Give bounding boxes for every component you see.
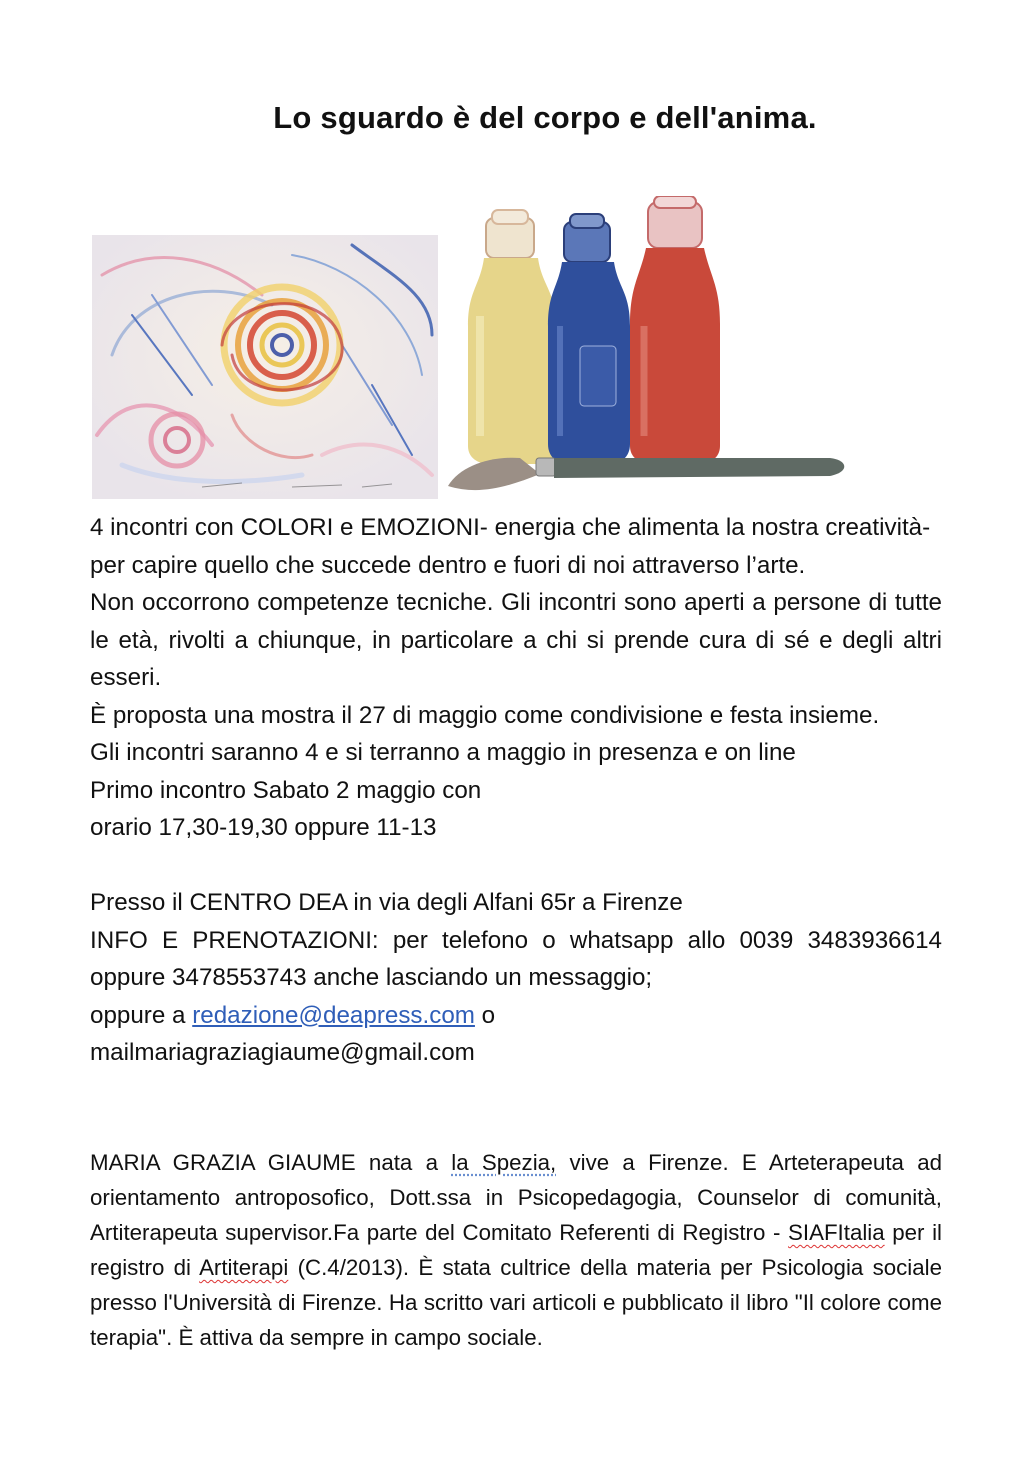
email-suffix: o [474,1001,496,1029]
bio-text-2: vive a Firenze. E Arteterapeuta ad orientamento antroposofico, Dott.ssa in Psicopedagogia, Counselor di comunità, Artiterapeuta supervisor.Fa parte del Comitato Referenti di Registro - [90,1150,942,1245]
siafitalia-link[interactable]: SIAFItalia [788,1220,885,1245]
second-email: mailmariagraziagiaume@gmail.com [90,1039,475,1066]
page-title: Lo sguardo è del corpo e dell'anima. [273,100,817,135]
contact-info: INFO E PRENOTAZIONI: per telefono o whatsapp allo 0039 3483936614 oppure 3478553743 anche lasciando un messaggio; [90,926,942,991]
event-description [90,509,942,1072]
schedule-line: orario 17,30-19,30 oppure 11-13 [90,814,437,841]
meetings-paragraph: Gli incontri saranno 4 e si terranno a maggio in presenza e on line [90,739,796,766]
paint-bottles-and-brush [440,196,852,501]
first-meeting-line: Primo incontro Sabato 2 maggio con [90,776,482,804]
author-bio [90,1145,942,1355]
bio-text-4: (C.4/2013). È stata cultrice della materia per Psicologia sociale presso l'Università di Firenze. Ha scritto vari articoli e pubblicato il libro "Il colore come terapia". È attiva da sempre in campo sociale. [90,1255,942,1350]
email-line [90,997,942,1035]
email-link[interactable]: redazione@deapress.com [192,1001,475,1029]
bio-text-1: MARIA GRAZIA GIAUME nata a [90,1150,452,1175]
requirements-paragraph: Non occorrono competenze tecniche. Gli incontri sono aperti a persone di tutte le età, rivolti a chiunque, in particolare a chi si prende cura di sé e degli altri esseri. [90,589,942,691]
intro-paragraph: 4 incontri con COLORI e EMOZIONI- energia che alimenta la nostra creatività- per capire quello che succede dentro e fuori di noi attraverso l’arte. [90,514,931,579]
blue-bottle [548,214,630,464]
exhibition-paragraph: È proposta una mostra il 27 di maggio come condivisione e festa insieme. [90,701,880,729]
la-spezia-link[interactable]: la Spezia, [451,1150,557,1175]
paintbrush [448,458,844,490]
location-line: Presso il CENTRO DEA in via degli Alfani 65r a Firenze [90,889,683,916]
email-prefix: oppure a [90,1001,193,1029]
bio-text-3: per il registro di [90,1220,942,1280]
abstract-spiral-painting [92,235,438,499]
artiterapi-link[interactable]: Artiterapi [199,1255,289,1280]
red-bottle [630,196,720,464]
yellow-bottle [468,210,556,464]
